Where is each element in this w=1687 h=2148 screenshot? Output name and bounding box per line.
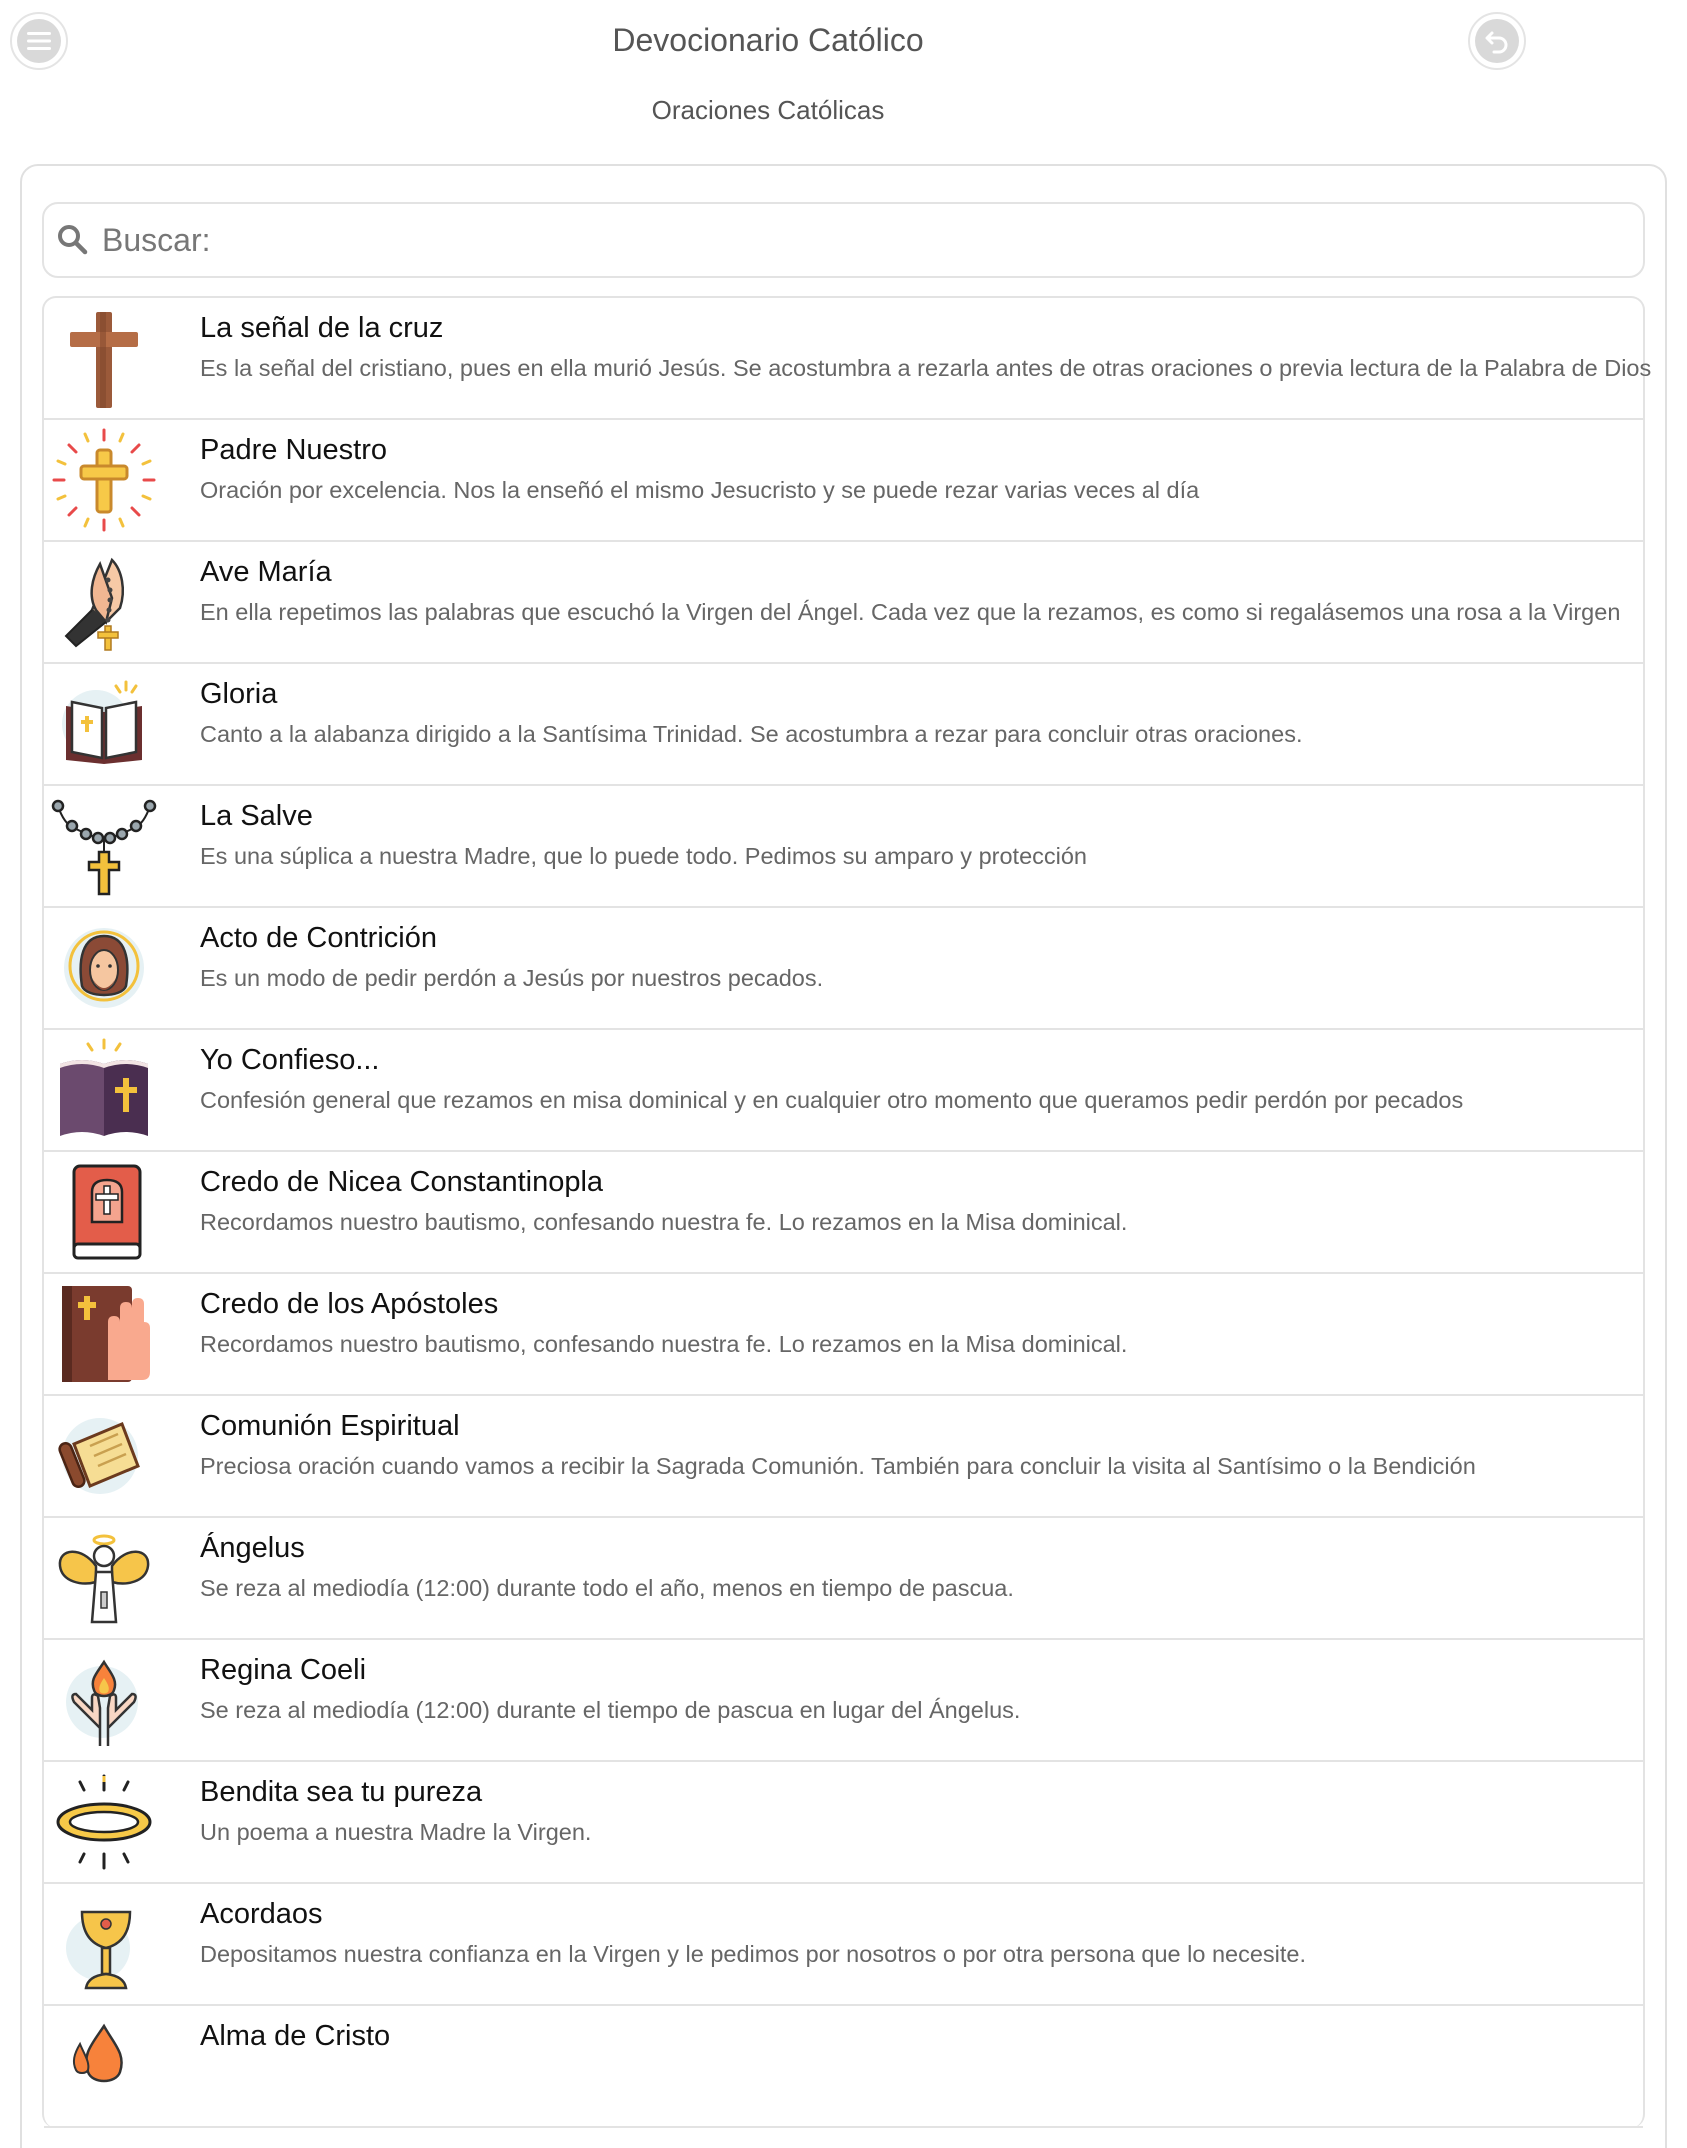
list-item-title: Credo de los Apóstoles — [200, 1288, 499, 1320]
list-item-title: La Salve — [200, 800, 313, 832]
holy-book-icon — [52, 1038, 156, 1142]
list-item[interactable] — [44, 786, 1643, 908]
list-item[interactable] — [44, 1762, 1643, 1884]
search-input[interactable] — [102, 222, 1530, 259]
back-button[interactable] — [1468, 12, 1526, 70]
halo-icon — [52, 1770, 156, 1874]
bible-cover-icon — [52, 1160, 156, 1264]
list-item-title: Credo de Nicea Constantinopla — [200, 1166, 604, 1198]
list-item[interactable] — [44, 542, 1643, 664]
angel-icon — [52, 1526, 156, 1630]
prayer-list — [42, 296, 1652, 2128]
open-bible-icon — [52, 672, 156, 776]
list-item-title: Acordaos — [200, 1898, 323, 1930]
hands-flame-icon — [52, 1648, 156, 1752]
list-item-description: Preciosa oración cuando vamos a recibir la Sagrada Comunión. También para concluir la visita al Santísimo o la Bendición — [200, 1453, 1476, 1479]
list-item-description: Recordamos nuestro bautismo, confesando nuestra fe. Lo rezamos en la Misa dominical. — [200, 1209, 1128, 1235]
list-item-description: Es un modo de pedir perdón a Jesús por nuestros pecados. — [200, 965, 824, 991]
list-item-title: Ángelus — [200, 1532, 305, 1564]
search-bar[interactable] — [42, 202, 1645, 278]
list-item-description: Recordamos nuestro bautismo, confesando nuestra fe. Lo rezamos en la Misa dominical. — [200, 1331, 1128, 1357]
page-subtitle: Oraciones Católicas — [651, 95, 885, 125]
list-item-description: Se reza al mediodía (12:00) durante todo el año, menos en tiempo de pascua. — [200, 1575, 1014, 1601]
scroll-icon — [52, 1404, 156, 1508]
rosary-icon — [52, 794, 156, 898]
list-item-description: Se reza al mediodía (12:00) durante el tiempo de pascua en lugar del Ángelus. — [200, 1697, 1021, 1723]
undo-arrow-icon — [1483, 27, 1511, 55]
list-item-description: Oración por excelencia. Nos la enseñó el mismo Jesucristo y se puede rezar varias veces al día — [200, 477, 1200, 503]
list-item-title: La señal de la cruz — [200, 312, 444, 344]
list-item-description: Es la señal del cristiano, pues en ella murió Jesús. Se acostumbra a rezarla antes de otras oraciones o previa lectura de la Palabra de Dios — [200, 355, 1652, 381]
app-header — [0, 0, 1536, 80]
list-item[interactable] — [44, 1152, 1643, 1274]
wooden-cross-icon — [52, 306, 156, 410]
list-item-title: Ave María — [200, 556, 332, 588]
praying-hands-rosary-icon — [52, 550, 156, 654]
list-item[interactable] — [44, 1640, 1643, 1762]
list-item-description: Es una súplica a nuestra Madre, que lo puede todo. Pedimos su amparo y protección — [200, 843, 1087, 869]
chalice-icon — [52, 1892, 156, 1996]
list-item[interactable] — [44, 298, 1652, 420]
list-item-description: Canto a la alabanza dirigido a la Santísima Trinidad. Se acostumbra a rezar para concluir otras oraciones. — [200, 721, 1303, 747]
list-item[interactable] — [44, 1396, 1643, 1518]
search-icon — [56, 223, 90, 257]
list-item-title: Alma de Cristo — [200, 2020, 391, 2052]
menu-button[interactable] — [10, 12, 68, 70]
page-title: Devocionario Católico — [612, 22, 924, 58]
list-item-description: Confesión general que rezamos en misa dominical y en cualquier otro momento que queramos pedir perdón por pecados — [200, 1087, 1464, 1113]
list-item-title: Comunión Espiritual — [200, 1410, 460, 1442]
list-item-title: Yo Confieso... — [200, 1044, 380, 1076]
list-item[interactable] — [44, 2006, 1643, 2128]
list-item-title: Bendita sea tu pureza — [200, 1776, 483, 1808]
list-item[interactable] — [44, 664, 1643, 786]
hamburger-icon — [26, 30, 52, 52]
list-item[interactable] — [44, 1274, 1643, 1396]
list-item[interactable] — [44, 1030, 1643, 1152]
list-item-title: Regina Coeli — [200, 1654, 367, 1686]
list-item[interactable] — [44, 1884, 1643, 2006]
list-item[interactable] — [44, 420, 1643, 542]
list-item-title: Padre Nuestro — [200, 434, 387, 466]
list-item[interactable] — [44, 908, 1643, 1030]
prayers-panel — [20, 164, 1667, 2148]
list-item-title: Acto de Contrición — [200, 922, 437, 954]
list-item-description: En ella repetimos las palabras que escuchó la Virgen del Ángel. Cada vez que la rezamos, es como si regalásemos una rosa a la Virgen — [200, 599, 1621, 625]
hand-on-bible-icon — [52, 1282, 156, 1386]
radiant-cross-icon — [52, 428, 156, 532]
list-item[interactable] — [44, 1518, 1643, 1640]
jesus-face-icon — [52, 916, 156, 1020]
flame-icon — [52, 2014, 156, 2118]
list-item-title: Gloria — [200, 678, 278, 710]
list-item-description: Depositamos nuestra confianza en la Virgen y le pedimos por nosotros o por otra persona que lo necesite. — [200, 1941, 1307, 1967]
list-item-description: Un poema a nuestra Madre la Virgen. — [200, 1819, 592, 1845]
